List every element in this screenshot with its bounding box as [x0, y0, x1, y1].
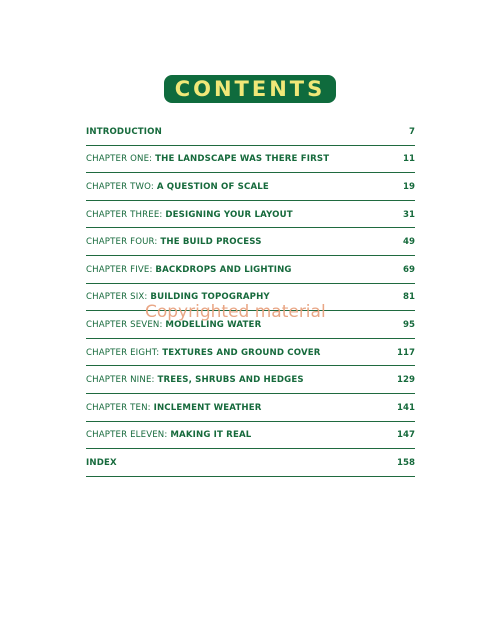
- toc-label: [86, 127, 162, 137]
- toc-title: TREES, SHRUBS AND HEDGES: [157, 375, 304, 386]
- toc-entry-chapter-three[interactable]: [86, 201, 415, 229]
- toc-entry-chapter-nine[interactable]: [86, 366, 415, 394]
- toc-page-number: 11: [403, 154, 415, 165]
- toc-entry-chapter-ten[interactable]: [86, 394, 415, 422]
- toc-label: [86, 458, 117, 468]
- toc-prefix: CHAPTER SEVEN:: [86, 319, 166, 330]
- toc-label: [86, 375, 304, 385]
- toc-entry-chapter-one[interactable]: [86, 146, 415, 174]
- toc-title: DESIGNING YOUR LAYOUT: [165, 209, 293, 220]
- toc-label: [86, 210, 293, 220]
- toc-title: A QUESTION OF SCALE: [156, 181, 269, 192]
- page-title: CONTENTS: [174, 76, 326, 101]
- toc-label: [86, 182, 269, 192]
- toc-label: [86, 403, 262, 413]
- toc-title: INDEX: [86, 457, 117, 468]
- toc-title: THE LANDSCAPE WAS THERE FIRST: [155, 154, 330, 165]
- toc-prefix: CHAPTER TEN:: [86, 402, 154, 413]
- toc-title: BACKDROPS AND LIGHTING: [155, 264, 292, 275]
- toc-title: THE BUILD PROCESS: [160, 237, 262, 248]
- toc-label: [86, 237, 262, 247]
- toc-entry-chapter-eight[interactable]: [86, 339, 415, 367]
- toc-page-number: 19: [403, 181, 415, 192]
- toc-entry-chapter-eleven[interactable]: [86, 422, 415, 450]
- toc-entry-chapter-four[interactable]: [86, 228, 415, 256]
- toc-page-number: 117: [397, 347, 415, 358]
- toc-page-number: 49: [403, 237, 415, 248]
- toc-page-number: 95: [403, 319, 415, 330]
- toc-prefix: CHAPTER THREE:: [86, 209, 166, 220]
- toc-title: INTRODUCTION: [86, 126, 162, 137]
- toc-page-number: 147: [397, 430, 415, 441]
- toc-entry-chapter-two[interactable]: [86, 173, 415, 201]
- toc-page-number: 158: [397, 457, 415, 468]
- table-of-contents: [86, 118, 415, 477]
- toc-page-number: 81: [403, 292, 415, 303]
- toc-entry-chapter-six[interactable]: [86, 284, 415, 312]
- toc-label: [86, 430, 251, 440]
- toc-label: [86, 348, 321, 358]
- toc-entry-index[interactable]: [86, 449, 415, 477]
- toc-title: MODELLING WATER: [165, 319, 262, 330]
- toc-title: MAKING IT REAL: [170, 430, 252, 441]
- toc-prefix: CHAPTER FOUR:: [86, 237, 161, 248]
- copyright-watermark: Copyrighted material: [145, 302, 326, 322]
- toc-entry-introduction[interactable]: [86, 118, 415, 146]
- toc-label: [86, 154, 329, 164]
- toc-prefix: CHAPTER ELEVEN:: [86, 430, 171, 441]
- toc-title: INCLEMENT WEATHER: [153, 402, 262, 413]
- toc-page-number: 129: [397, 375, 415, 386]
- toc-prefix: CHAPTER TWO:: [86, 181, 157, 192]
- toc-title: TEXTURES AND GROUND COVER: [162, 347, 321, 358]
- toc-prefix: CHAPTER FIVE:: [86, 264, 156, 275]
- toc-label: [86, 320, 261, 330]
- toc-entry-chapter-seven[interactable]: [86, 311, 415, 339]
- contents-title-banner: [164, 75, 336, 103]
- toc-page-number: 69: [403, 264, 415, 275]
- toc-prefix: CHAPTER ONE:: [86, 154, 156, 165]
- toc-prefix: CHAPTER SIX:: [86, 292, 151, 303]
- toc-label: [86, 292, 270, 302]
- toc-label: [86, 265, 292, 275]
- toc-prefix: CHAPTER EIGHT:: [86, 347, 163, 358]
- toc-prefix: CHAPTER NINE:: [86, 375, 158, 386]
- toc-page-number: 141: [397, 402, 415, 413]
- toc-page-number: 7: [409, 126, 415, 137]
- toc-entry-chapter-five[interactable]: [86, 256, 415, 284]
- toc-title: BUILDING TOPOGRAPHY: [150, 292, 270, 303]
- toc-page-number: 31: [403, 209, 415, 220]
